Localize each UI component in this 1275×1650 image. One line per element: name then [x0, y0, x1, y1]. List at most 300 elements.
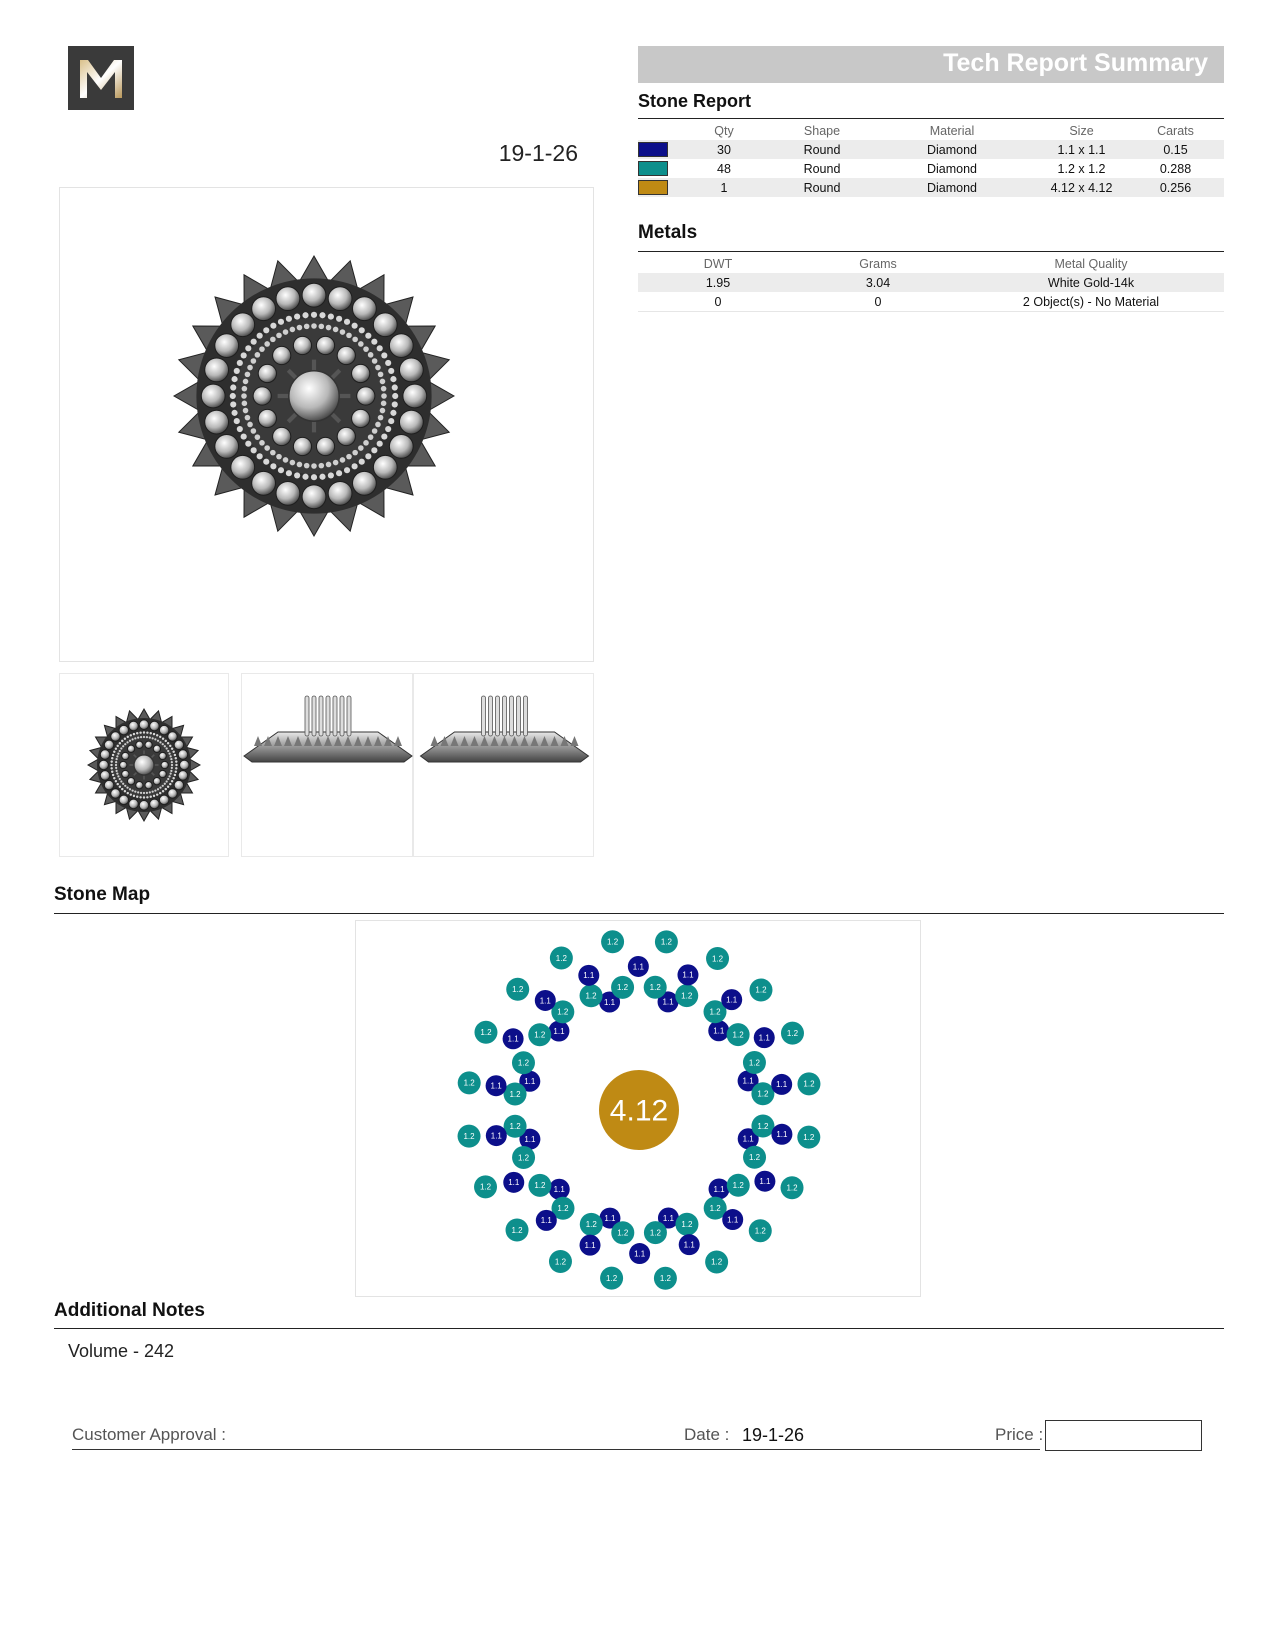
stone-small-label: 1.1 [603, 997, 616, 1007]
jewel-bead [113, 751, 115, 753]
jewel-bead [344, 319, 350, 325]
jewel-outer-stone [119, 725, 129, 735]
stone-medium-label: 1.2 [557, 1204, 569, 1214]
stone-medium-label: 1.2 [681, 991, 693, 1001]
jewel-outer-stone [215, 334, 239, 358]
jewel-bead [392, 393, 398, 399]
stone-medium-label: 1.2 [754, 1226, 766, 1236]
stone-medium-label: 1.2 [607, 937, 619, 947]
jewel-outer-stone [252, 297, 276, 321]
stone-small-label: 1.1 [524, 1077, 536, 1087]
stone-medium-label: 1.2 [649, 1228, 661, 1238]
jewel-bead [390, 376, 396, 382]
stone-medium-label: 1.2 [711, 1257, 723, 1267]
stone-medium-label: 1.2 [755, 985, 767, 995]
jewel-bead [130, 793, 132, 795]
jewel-inner-stone [273, 427, 291, 445]
table-row [638, 140, 1224, 159]
thumbnail-side-view-2 [413, 673, 594, 857]
stone-shape: Round [776, 140, 868, 159]
jewel-bead [124, 737, 126, 739]
stone-small-label: 1.1 [584, 1240, 596, 1250]
jewel-outer-stone [104, 740, 114, 750]
side-prong [482, 696, 486, 736]
jewel-outer-stone [139, 801, 149, 811]
jewel-outer-stone [328, 287, 352, 311]
table-row [638, 178, 1224, 197]
jewel-bead [154, 789, 156, 791]
jewel-bead [297, 462, 303, 468]
stone-small-label: 1.1 [583, 971, 595, 981]
approval-signature-line[interactable] [72, 1449, 1040, 1450]
thumbnail-side-view-1 [241, 673, 413, 857]
jewel-outer-stone [150, 721, 160, 731]
jewel-bead [134, 737, 136, 739]
jewel-bead [243, 379, 249, 385]
stone-qty: 30 [672, 140, 776, 159]
stone-map-diagram [356, 921, 922, 1298]
jewel-outer-stone [205, 410, 229, 434]
jewel-bead [168, 752, 170, 754]
jewel-bead [381, 393, 387, 399]
jewel-inner-stone [352, 364, 370, 382]
jewel-bead [121, 788, 123, 790]
jewel-bead [159, 736, 161, 738]
price-label: Price : [995, 1425, 1044, 1444]
jewel-outer-stone [100, 771, 110, 781]
stone-report-rule [638, 118, 1224, 119]
jewel-outer-stone [231, 455, 255, 479]
stone-small-label: 1.1 [742, 1076, 754, 1086]
stone-medium-label: 1.2 [479, 1182, 492, 1192]
jewel-bead [245, 441, 251, 447]
jewel-bead [159, 792, 161, 794]
jewel-bead [121, 740, 123, 742]
jewel-outer-stone [111, 732, 121, 742]
jewel-bead [126, 741, 128, 743]
jewel-bead [172, 777, 174, 779]
jewel-bead [336, 470, 342, 476]
stone-medium-label: 1.2 [463, 1131, 475, 1141]
col-qty: Qty [714, 123, 734, 138]
stone-medium-label: 1.2 [517, 1058, 530, 1068]
jewel-inner-stone [273, 346, 291, 364]
jewel-bead [340, 457, 346, 463]
jewel-bead [290, 327, 296, 333]
side-prong [503, 696, 507, 736]
jewel-bead [117, 752, 119, 754]
jewel-bead [283, 457, 289, 463]
jewel-bead [124, 790, 126, 792]
jewel-bead [264, 341, 270, 347]
jewel-bead [257, 453, 263, 459]
jewel-bead [170, 773, 172, 775]
col-dwt: DWT [703, 256, 733, 271]
jewel-outer-stone [389, 435, 413, 459]
stone-report-table [638, 121, 1224, 197]
jewel-bead [157, 788, 159, 790]
stone-carats: 0.288 [1159, 161, 1192, 176]
jewel-bead [174, 754, 176, 756]
stone-size: 1.2 x 1.2 [1057, 161, 1106, 176]
jewel-bead [134, 791, 136, 793]
jewel-bead [162, 790, 164, 792]
jewel-bead [241, 393, 247, 399]
jewel-bead [276, 333, 282, 339]
jewel-bead [380, 408, 386, 414]
jewel-inner-stone [337, 346, 355, 364]
stone-color-cell [638, 159, 672, 178]
jewel-bead [328, 472, 334, 478]
jewel-bead [131, 738, 133, 740]
jewel-bead [143, 731, 145, 733]
stone-center-label: 4.12 [609, 1094, 669, 1128]
jewel-bead [170, 755, 172, 757]
stone-small-label: 1.1 [524, 1134, 536, 1144]
jewel-bead [319, 324, 325, 330]
jewel-bead [375, 422, 381, 428]
jewel-bead [392, 401, 398, 407]
metal-dwt: 1.95 [638, 273, 798, 292]
col-material: Material [929, 123, 975, 138]
jewel-bead [120, 780, 122, 782]
side-prong [326, 696, 330, 736]
stone-small-label: 1.1 [553, 1026, 565, 1036]
jewel-inner-stone [159, 752, 166, 759]
metals-table [638, 254, 1224, 312]
stone-medium-label: 1.2 [512, 985, 524, 995]
jewel-bead [380, 379, 386, 385]
stone-medium-label: 1.2 [748, 1058, 761, 1068]
jewel-bead [257, 333, 263, 339]
jewel-bead [154, 738, 156, 740]
jewel-bead [129, 740, 131, 742]
jewel-bead [149, 736, 151, 738]
stone-medium-label: 1.2 [803, 1132, 815, 1142]
stone-qty: 1 [672, 178, 776, 197]
jewel-bead [381, 386, 387, 392]
jewel-bead [175, 764, 177, 766]
jewel-bead [388, 368, 394, 374]
jewel-bead [153, 733, 155, 735]
jewel-bead [164, 745, 166, 747]
additional-notes-rule [54, 1328, 1224, 1329]
jewel-bead [377, 345, 383, 351]
jewel-bead [311, 474, 317, 480]
notes-text: Volume - 242 [68, 1341, 175, 1361]
stone-medium-label: 1.2 [511, 1225, 523, 1235]
stone-map-rule [54, 913, 1224, 914]
jewel-bead [247, 365, 253, 371]
jewel-bead [167, 778, 169, 780]
stone-small-label: 1.1 [682, 970, 694, 980]
col-size: Size [1069, 123, 1094, 138]
jewel-bead [247, 422, 253, 428]
side-prong [517, 696, 521, 736]
jewel-outer-stone [252, 471, 276, 495]
stone-medium-label: 1.2 [617, 1228, 629, 1238]
jewel-bead [143, 796, 145, 798]
jewel-outer-stone [328, 481, 352, 505]
stone-medium-label: 1.2 [517, 1153, 530, 1163]
jewel-bead [116, 783, 118, 785]
jewel-bead [152, 791, 154, 793]
col-metal-quality: Metal Quality [1054, 256, 1128, 271]
jewel-bead [264, 445, 270, 451]
stone-map-title: Stone Map [54, 884, 151, 905]
stone-small-label: 1.1 [713, 1184, 725, 1194]
stone-small-label: 1.1 [727, 1215, 739, 1225]
col-color [638, 121, 672, 140]
jewel-bead [159, 787, 161, 789]
jewel-outer-stone [373, 313, 397, 337]
stone-medium-label: 1.2 [681, 1220, 693, 1230]
jewel-bead [328, 313, 334, 319]
jewel-inner-stone [258, 364, 276, 382]
stone-small-label: 1.1 [776, 1080, 788, 1090]
col-shape: Shape [803, 123, 841, 138]
side-prong [510, 696, 514, 736]
jewel-bead [113, 777, 115, 779]
jewel-bead [234, 368, 240, 374]
stone-medium-label: 1.2 [748, 1153, 761, 1163]
jewel-outer-stone [119, 795, 129, 805]
stone-medium-label: 1.2 [534, 1181, 546, 1191]
jewel-bead [146, 796, 148, 798]
side-spike [431, 736, 439, 746]
date-value: 19-1-26 [742, 1425, 805, 1445]
jewel-bead [157, 740, 159, 742]
jewel-bead [278, 467, 284, 473]
jewel-bead [283, 329, 289, 335]
stone-small-label: 1.1 [662, 997, 674, 1007]
jewel-bead [156, 793, 158, 795]
stone-medium-label: 1.2 [554, 1257, 567, 1267]
jewel-bead [116, 773, 118, 775]
jewel-bead [259, 440, 265, 446]
jewel-outer-stone [373, 455, 397, 479]
jewel-bead [170, 770, 172, 772]
jewel-bead [237, 426, 243, 432]
jewel-bead [143, 736, 145, 738]
jewel-bead [276, 454, 282, 460]
jewel-bead [112, 774, 114, 776]
jewel-outer-stone [159, 725, 169, 735]
jewel-bead [371, 447, 377, 453]
side-prong [319, 696, 323, 736]
jewel-outer-stone [99, 760, 109, 770]
jewel-inner-stone [357, 387, 375, 405]
jewel-bead [319, 474, 325, 480]
jewel-bead [378, 415, 384, 421]
jewel-bead [270, 323, 276, 329]
jewel-outer-stone [178, 771, 188, 781]
thumbnail-top-view [59, 673, 229, 857]
jewel-bead [304, 324, 310, 330]
jewel-bead [117, 775, 119, 777]
jewel-inner-stone [122, 752, 129, 759]
jewel-bead [146, 731, 148, 733]
jewel-inner-stone [153, 745, 160, 752]
additional-notes-title: Additional Notes [54, 1300, 205, 1321]
jewel-bead [245, 345, 251, 351]
metal-grams: 0 [874, 294, 882, 309]
table-row [638, 292, 1224, 312]
jewel-inner-stone [145, 782, 152, 789]
jewel-bead [115, 761, 117, 763]
jewel-bead [388, 418, 394, 424]
jewel-outer-stone [159, 795, 169, 805]
jewel-bead [165, 740, 167, 742]
jewel-bead [146, 736, 148, 738]
stone-medium-label: 1.2 [711, 954, 724, 964]
jewel-bead [377, 441, 383, 447]
jewel-bead [368, 434, 374, 440]
jewel-bead [241, 434, 247, 440]
jewel-bead [230, 393, 236, 399]
jewel-bead [294, 472, 300, 478]
jewel-inner-stone [127, 745, 134, 752]
stone-carats: 0.256 [1127, 178, 1224, 197]
jewel-bead [175, 757, 177, 759]
jewel-outer-stone [276, 481, 300, 505]
jewel-bead [333, 460, 339, 466]
jewel-bead [119, 742, 121, 744]
jewel-bead [344, 467, 350, 473]
jewel-bead [171, 767, 173, 769]
jewel-bead [263, 327, 269, 333]
jewel-inner-stone [153, 778, 160, 785]
jewel-outer-stone [399, 410, 423, 434]
jewel-bead [150, 796, 152, 798]
stone-color-swatch [638, 142, 668, 157]
side-prong [347, 696, 351, 736]
jewel-bead [363, 346, 369, 352]
jewel-bead [352, 337, 358, 343]
jewel-bead [119, 778, 121, 780]
stone-color-swatch [638, 180, 668, 195]
jewel-center-stone [289, 371, 339, 421]
jewel-bead [122, 745, 124, 747]
jewel-outer-stone [180, 760, 190, 770]
jewel-bead [122, 783, 124, 785]
jewel-outer-stone [150, 799, 160, 809]
jewel-bead [175, 771, 177, 773]
stone-medium-label: 1.2 [803, 1079, 815, 1089]
jewel-bead [368, 352, 374, 358]
jewel-inner-stone [253, 387, 271, 405]
table-row [638, 159, 1224, 178]
side-prong [305, 696, 309, 736]
jewel-bead [290, 460, 296, 466]
side-spike [254, 736, 262, 746]
stone-map [355, 920, 921, 1297]
thumbnail-side-image-2 [414, 674, 595, 858]
jewel-bead [243, 408, 249, 414]
report-title: Tech Report Summary [943, 49, 1208, 77]
stone-table-header [638, 121, 1224, 140]
price-field[interactable] [1045, 1420, 1202, 1451]
jewel-outer-stone [139, 720, 149, 730]
stone-color-cell [638, 140, 672, 159]
jewel-bead [115, 780, 117, 782]
jewel-outer-stone [302, 283, 326, 307]
jewel-inner-stone [127, 778, 134, 785]
jewel-bead [115, 767, 117, 769]
stone-small-label: 1.1 [662, 1213, 675, 1223]
jewel-bead [162, 785, 164, 787]
stone-small-label: 1.1 [632, 962, 644, 972]
jewel-bead [392, 384, 398, 390]
ring-top-render [59, 187, 594, 662]
jewel-outer-stone [129, 721, 139, 731]
stone-medium-label: 1.2 [786, 1028, 799, 1038]
stone-medium-label: 1.2 [757, 1121, 769, 1131]
jewel-bead [111, 771, 113, 773]
jewel-inner-stone [136, 741, 143, 748]
metals-table-header [638, 254, 1224, 273]
stone-medium-label: 1.2 [509, 1122, 521, 1132]
jewel-bead [251, 339, 257, 345]
report-title-bar [638, 46, 1224, 83]
jewel-inner-stone [145, 741, 152, 748]
jewel-outer-stone [111, 789, 121, 799]
stone-size: 4.12 x 4.12 [1036, 178, 1127, 197]
stone-medium-label: 1.2 [585, 991, 597, 1001]
jewel-bead [255, 434, 261, 440]
jewel-bead [149, 791, 151, 793]
jewel-bead [166, 780, 168, 782]
jewel-bead [319, 463, 325, 469]
jewel-bead [359, 327, 365, 333]
jewel-outer-stone [174, 780, 184, 790]
stone-medium-label: 1.2 [757, 1089, 769, 1099]
stone-small-label: 1.1 [683, 1240, 695, 1250]
jewel-bead [166, 747, 168, 749]
jewel-bead [352, 450, 358, 456]
jewel-bead [242, 386, 248, 392]
jewel-outer-stone [174, 740, 184, 750]
date-label: Date : [684, 1425, 730, 1444]
jewel-bead [304, 463, 310, 469]
jewel-bead [333, 327, 339, 333]
stone-small-label: 1.1 [758, 1033, 770, 1043]
stone-medium-label: 1.2 [659, 1274, 671, 1284]
side-prong [333, 696, 337, 736]
jewel-bead [311, 312, 317, 318]
jewel-bead [150, 732, 152, 734]
stone-medium-label: 1.2 [649, 983, 661, 993]
stone-material: Diamond [926, 161, 978, 176]
stone-small-label: 1.1 [713, 1026, 725, 1036]
jewel-outer-stone [399, 358, 423, 382]
table-row [638, 273, 1224, 292]
jewel-bead [175, 767, 177, 769]
stone-medium-label: 1.2 [732, 1030, 744, 1040]
jewel-bead [302, 312, 308, 318]
jewel-bead [168, 775, 170, 777]
jewel-bead [137, 791, 139, 793]
jewel-bead [130, 734, 132, 736]
jewel-inner-stone [159, 770, 166, 777]
jewel-bead [381, 434, 387, 440]
jewel-bead [171, 748, 173, 750]
stone-shape: Round [776, 178, 868, 197]
jewel-bead [171, 780, 173, 782]
job-id: 19-1-26 [498, 140, 578, 166]
jewel-bead [111, 757, 113, 759]
stone-small-label: 1.1 [507, 1034, 519, 1044]
